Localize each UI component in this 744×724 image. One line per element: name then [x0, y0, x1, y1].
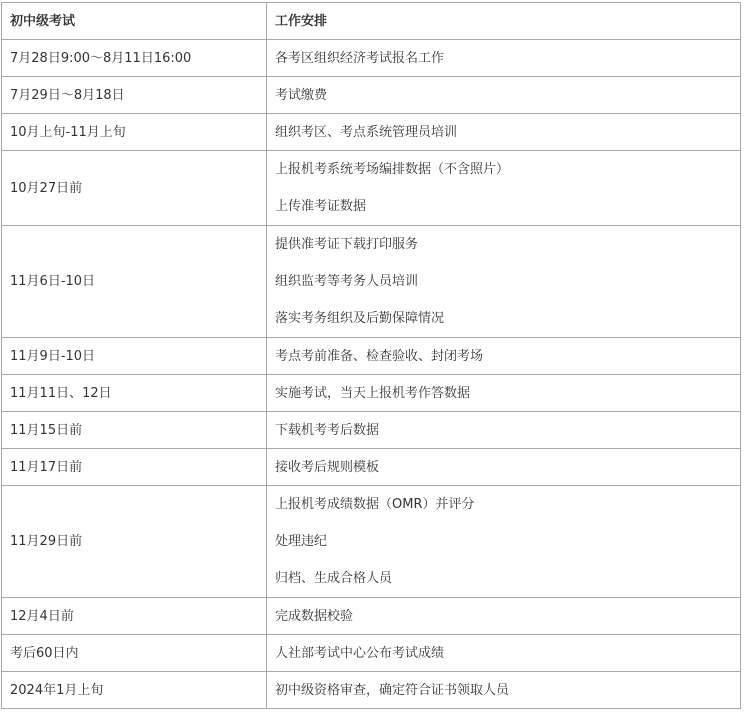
schedule-tasks-cell: [267, 77, 741, 114]
schedule-time-cell: 2024年1月上旬: [2, 672, 267, 709]
schedule-tasks-cell: [267, 672, 741, 709]
schedule-time-cell: 11月9日-10日: [2, 338, 267, 375]
task-item: 下载机考考后数据: [275, 422, 380, 438]
table-body: [2, 40, 741, 709]
task-item: 实施考试，当天上报机考作答数据: [275, 385, 471, 401]
schedule-time-cell: 7月28日9:00～8月11日16:00: [2, 40, 267, 77]
header-exam-level: 初中级考试: [2, 3, 267, 40]
task-item: 上报机考系统考场编排数据（不含照片）: [275, 162, 510, 177]
task-item: 初中级资格审查，确定符合证书领取人员: [275, 682, 510, 698]
schedule-tasks-cell: [267, 338, 741, 375]
table-row: [2, 486, 741, 598]
exam-schedule-table: [1, 2, 741, 709]
schedule-time-cell: 考后60日内: [2, 635, 267, 672]
schedule-time-cell: 11月15日前: [2, 412, 267, 449]
schedule-time-cell: 11月6日-10日: [2, 226, 267, 338]
table-row: [2, 635, 741, 672]
table-row: [2, 226, 741, 338]
schedule-time-cell: 7月29日～8月18日: [2, 77, 267, 114]
task-item: 上报机考成绩数据（OMR）并评分: [275, 497, 475, 512]
task-item: 归档、生成合格人员: [275, 571, 393, 586]
task-item: 接收考后规则模板: [275, 459, 380, 475]
schedule-tasks-cell: [267, 635, 741, 672]
task-item: 落实考务组织及后勤保障情况: [275, 311, 445, 326]
task-item: 上传准考证数据: [275, 199, 367, 214]
table-row: [2, 449, 741, 486]
table-row: [2, 598, 741, 635]
schedule-tasks-cell: [267, 226, 741, 338]
task-item: 考点考前准备、检查验收、封闭考场: [275, 348, 484, 364]
table-row: [2, 672, 741, 709]
task-item: 人社部考试中心公布考试成绩: [275, 645, 445, 661]
schedule-tasks-cell: [267, 412, 741, 449]
table-row: [2, 77, 741, 114]
schedule-tasks-cell: [267, 40, 741, 77]
task-item: 处理违纪: [275, 534, 328, 549]
schedule-time-cell: 12月4日前: [2, 598, 267, 635]
task-item: 完成数据校验: [275, 608, 354, 624]
schedule-time-cell: 11月17日前: [2, 449, 267, 486]
table-row: [2, 338, 741, 375]
schedule-time-cell: 11月29日前: [2, 486, 267, 598]
table-row: [2, 151, 741, 226]
task-item: 组织考区、考点系统管理员培训: [275, 124, 458, 140]
schedule-time-cell: 10月27日前: [2, 151, 267, 226]
schedule-tasks-cell: [267, 449, 741, 486]
schedule-time-cell: 10月上旬-11月上旬: [2, 114, 267, 151]
table-row: [2, 375, 741, 412]
schedule-tasks-cell: [267, 598, 741, 635]
table-row: [2, 40, 741, 77]
table-header-row: [2, 3, 741, 40]
task-item: 组织监考等考务人员培训: [275, 274, 419, 289]
schedule-time-cell: 11月11日、12日: [2, 375, 267, 412]
schedule-tasks-cell: [267, 375, 741, 412]
task-item: 考试缴费: [275, 87, 328, 103]
header-work-arrangement: 工作安排: [267, 3, 741, 40]
task-item: 提供准考证下载打印服务: [275, 237, 419, 252]
table-row: [2, 412, 741, 449]
table-row: [2, 114, 741, 151]
task-item: 各考区组织经济考试报名工作: [275, 50, 445, 66]
schedule-tasks-cell: [267, 151, 741, 226]
schedule-tasks-cell: [267, 486, 741, 598]
schedule-tasks-cell: [267, 114, 741, 151]
